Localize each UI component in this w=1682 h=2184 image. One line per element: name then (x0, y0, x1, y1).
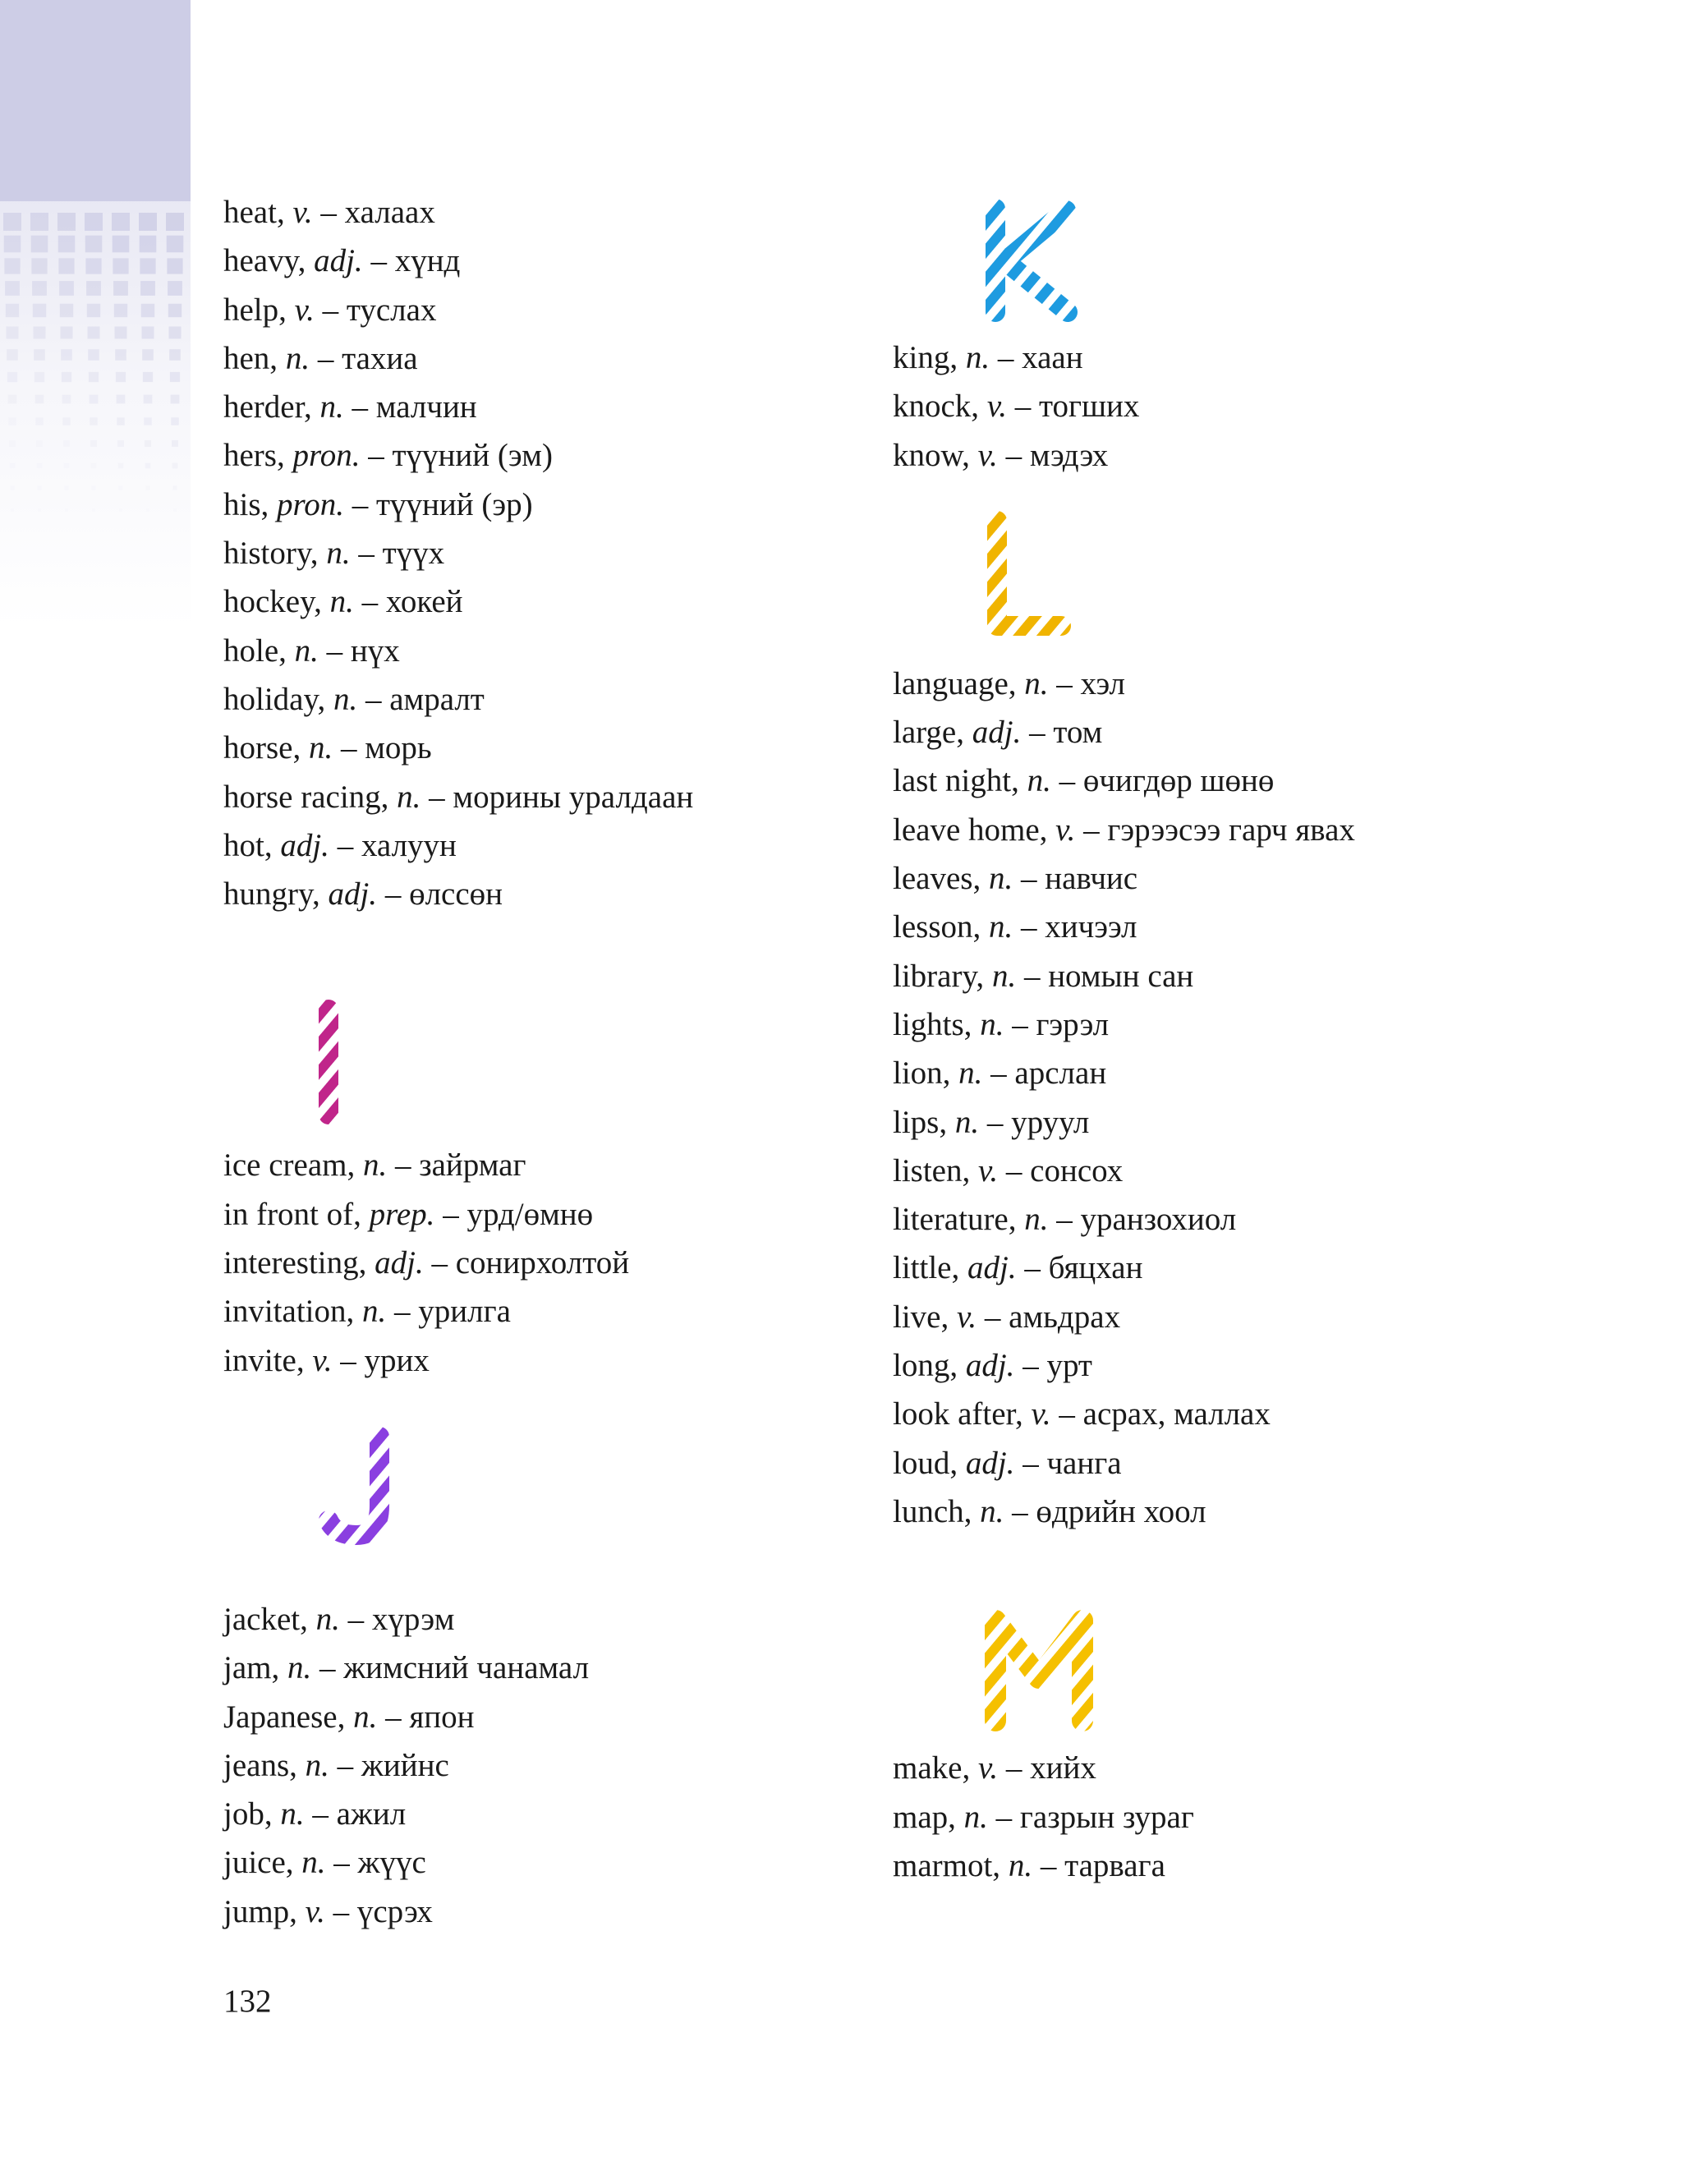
entry-word: little, (893, 1250, 960, 1286)
entry-translation: – жүүс (333, 1845, 426, 1881)
entry-part-of-speech: adj. (965, 1445, 1015, 1481)
glossary-entry (223, 1595, 880, 1644)
entry-word: literature, (893, 1202, 1017, 1238)
right-glossary-column (893, 188, 1632, 1890)
entry-word: hungry, (223, 876, 320, 913)
entry-part-of-speech: n. (1027, 763, 1051, 799)
glossary-entry (223, 1741, 880, 1790)
entry-word: history, (223, 536, 319, 572)
entry-word: large, (893, 715, 964, 751)
section-spacer (893, 480, 1632, 660)
glossary-entry (893, 756, 1632, 805)
glossary-entry (893, 1195, 1632, 1244)
entry-part-of-speech: n. (362, 1147, 388, 1184)
entry-translation: – морины уралдаан (429, 779, 694, 815)
entry-translation: – уруул (986, 1104, 1090, 1140)
glossary-entry (893, 382, 1632, 430)
glossary-entry (893, 1841, 1632, 1890)
entry-part-of-speech: pron. (277, 486, 344, 522)
entry-word: king, (893, 340, 958, 375)
glossary-entry (223, 480, 880, 529)
entry-word: jeans, (223, 1747, 297, 1783)
glossary-entry (893, 660, 1632, 708)
glossary-entry (223, 1287, 880, 1336)
entry-word: his, (223, 486, 269, 522)
entry-part-of-speech: n. (301, 1845, 326, 1881)
entry-translation: – жийнс (337, 1747, 449, 1783)
glossary-entry (893, 1244, 1632, 1292)
entry-part-of-speech: adj. (314, 243, 363, 279)
entry-word: lion, (893, 1055, 951, 1092)
entry-part-of-speech: v. (977, 1750, 999, 1786)
entry-word: lights, (893, 1006, 972, 1042)
entry-translation: – нүх (326, 632, 400, 669)
entry-part-of-speech: v. (1055, 812, 1076, 848)
entry-translation: – зайрмаг (394, 1147, 526, 1184)
glossary-entry (893, 1341, 1632, 1390)
entry-word: last night, (893, 763, 1019, 799)
entry-translation: – халуун (337, 827, 457, 863)
entry-part-of-speech: v. (292, 195, 313, 230)
entry-translation: – халаах (320, 195, 435, 230)
page-number: 132 (223, 1984, 272, 2019)
glossary-entry (893, 333, 1632, 382)
glossary-entry (223, 529, 880, 577)
entry-word: hockey, (223, 584, 322, 620)
entry-part-of-speech: v. (294, 292, 315, 328)
entry-word: look after, (893, 1396, 1023, 1432)
glossary-entry (223, 870, 880, 918)
section-spacer (893, 188, 1632, 333)
glossary-entry (223, 431, 880, 480)
entry-translation: – хүрэм (347, 1601, 455, 1637)
entry-translation: – үсрэх (333, 1893, 433, 1929)
entry-word: jacket, (223, 1601, 308, 1637)
entry-translation: – морь (340, 730, 432, 766)
glossary-entry (893, 806, 1632, 854)
entry-word: live, (893, 1299, 949, 1335)
glossary-entry (893, 708, 1632, 756)
entry-translation: – өлссөн (384, 876, 503, 913)
entry-part-of-speech: n. (294, 632, 319, 669)
entry-word: horse racing, (223, 779, 389, 815)
entry-part-of-speech: adj. (965, 1348, 1015, 1384)
entry-word: heavy, (223, 243, 306, 279)
entry-translation: – түүний (эм) (368, 438, 553, 474)
entry-translation: – амралт (365, 681, 485, 717)
entry-translation: – гэрэл (1012, 1006, 1110, 1042)
entry-translation: – туслах (322, 292, 437, 328)
entry-word: hot, (223, 827, 273, 863)
entry-part-of-speech: adj. (967, 1250, 1017, 1286)
glossary-entry (893, 854, 1632, 903)
entry-part-of-speech: n. (954, 1104, 980, 1140)
glossary-entry (223, 1141, 880, 1189)
glossary-entry (893, 1487, 1632, 1536)
glossary-entry (223, 1336, 880, 1385)
entry-word: language, (893, 665, 1017, 701)
glossary-entry (893, 1049, 1632, 1097)
entry-translation: – уранзохиол (1056, 1202, 1237, 1238)
entry-translation: – хокей (361, 584, 463, 620)
entry-translation: – чанга (1023, 1445, 1122, 1481)
entry-translation: – өдрийн хоол (1012, 1493, 1206, 1529)
entry-word: marmot, (893, 1847, 1001, 1883)
entry-part-of-speech: n. (329, 584, 354, 620)
glossary-entry (893, 431, 1632, 480)
entry-translation: – асрах, маллах (1059, 1396, 1271, 1432)
glossary-entry (223, 286, 880, 334)
glossary-entry (223, 237, 880, 285)
entry-part-of-speech: n. (308, 730, 333, 766)
entry-translation: – урт (1023, 1348, 1092, 1384)
section-spacer (893, 1536, 1632, 1744)
entry-translation: – урд/өмнө (443, 1196, 594, 1232)
glossary-entry (893, 1744, 1632, 1792)
entry-part-of-speech: n. (319, 389, 344, 425)
entry-word: loud, (893, 1445, 958, 1481)
entry-translation: – амьдрах (984, 1299, 1121, 1335)
entry-translation: – навчис (1020, 861, 1138, 897)
entry-word: know, (893, 437, 970, 473)
entry-translation: – түүх (358, 536, 445, 572)
entry-part-of-speech: n. (989, 909, 1013, 945)
entry-translation: – ажил (312, 1796, 407, 1832)
entry-word: hen, (223, 340, 278, 376)
glossary-entry (223, 1838, 880, 1887)
glossary-entry (223, 1790, 880, 1838)
entry-part-of-speech: pron. (292, 438, 361, 474)
entry-translation: – бяцхан (1024, 1250, 1143, 1286)
entry-word: jam, (223, 1650, 280, 1686)
entry-part-of-speech: v. (312, 1342, 333, 1378)
entry-part-of-speech: adj. (280, 827, 329, 863)
glossary-entry (223, 1693, 880, 1741)
entry-word: heat, (223, 195, 285, 230)
entry-translation: – сонирхолтой (431, 1245, 630, 1281)
glossary-entry (893, 1293, 1632, 1341)
glossary-entry (223, 577, 880, 626)
glossary-entry (223, 675, 880, 724)
entry-part-of-speech: prep. (369, 1196, 435, 1232)
glossary-entry (223, 188, 880, 237)
entry-part-of-speech: n. (1024, 1202, 1049, 1238)
entry-translation: – тогших (1014, 389, 1140, 425)
entry-translation: – урих (340, 1342, 430, 1378)
entry-word: horse, (223, 730, 301, 766)
entry-part-of-speech: n. (305, 1747, 329, 1783)
entry-word: in front of, (223, 1196, 361, 1232)
entry-word: leaves, (893, 861, 981, 897)
glossary-entry (223, 383, 880, 431)
entry-part-of-speech: n. (315, 1601, 340, 1637)
glossary-entry (893, 1793, 1632, 1841)
entry-part-of-speech: n. (1008, 1847, 1033, 1883)
entry-part-of-speech: n. (1024, 665, 1049, 701)
glossary-entry (893, 1439, 1632, 1487)
entry-part-of-speech: n. (991, 958, 1017, 994)
glossary-entry (223, 1644, 880, 1692)
entry-word: long, (893, 1348, 958, 1384)
entry-word: ice cream, (223, 1147, 356, 1184)
entry-part-of-speech: adj. (328, 876, 378, 913)
entry-translation: – жимсний чанамал (319, 1650, 590, 1686)
entry-part-of-speech: v. (956, 1299, 977, 1335)
glossary-entry (223, 1239, 880, 1287)
entry-part-of-speech: n. (980, 1006, 1004, 1042)
entry-word: job, (223, 1796, 273, 1832)
entry-word: library, (893, 958, 985, 994)
entry-word: listen, (893, 1152, 971, 1189)
entry-part-of-speech: n. (326, 536, 351, 572)
entry-word: lunch, (893, 1493, 972, 1529)
entry-part-of-speech: n. (980, 1493, 1004, 1529)
entry-word: lesson, (893, 909, 981, 945)
glossary-entry (893, 1147, 1632, 1195)
entry-word: hole, (223, 632, 287, 669)
entry-translation: – түүний (эр) (352, 486, 533, 522)
entry-word: make, (893, 1750, 971, 1786)
entry-translation: – малчин (352, 389, 477, 425)
entry-word: invite, (223, 1342, 305, 1378)
glossary-entry (223, 724, 880, 772)
glossary-entry (223, 1887, 880, 1936)
entry-translation: – мэдэх (1005, 437, 1109, 473)
glossary-entry (893, 1000, 1632, 1049)
entry-translation: – япон (385, 1699, 475, 1735)
left-glossary-column (223, 188, 880, 1936)
entry-translation: – хүнд (370, 243, 461, 279)
entry-word: invitation, (223, 1294, 355, 1330)
entry-part-of-speech: n. (963, 1799, 988, 1835)
entry-word: knock, (893, 389, 980, 425)
entry-word: Japanese, (223, 1699, 346, 1735)
entry-part-of-speech: v. (305, 1893, 325, 1929)
entry-word: map, (893, 1799, 956, 1835)
entry-word: help, (223, 292, 287, 328)
glossary-entry (223, 821, 880, 870)
entry-word: lips, (893, 1104, 948, 1140)
entry-translation: – хийх (1005, 1750, 1096, 1786)
entry-part-of-speech: adj. (375, 1245, 424, 1281)
entry-part-of-speech: n. (285, 340, 310, 376)
section-spacer (223, 1385, 880, 1595)
entry-word: hers, (223, 438, 285, 474)
entry-translation: – хэл (1056, 665, 1125, 701)
entry-part-of-speech: v. (978, 1152, 999, 1189)
glossary-entry (893, 1390, 1632, 1438)
entry-word: herder, (223, 389, 312, 425)
entry-translation: – том (1029, 715, 1103, 751)
tile-pattern (0, 209, 191, 522)
entry-translation: – газрын зураг (995, 1799, 1194, 1835)
section-spacer (223, 918, 880, 1141)
entry-translation: – сонсох (1005, 1152, 1124, 1189)
entry-word: interesting, (223, 1245, 367, 1281)
entry-word: jump, (223, 1893, 297, 1929)
entry-part-of-speech: n. (362, 1294, 387, 1330)
entry-translation: – номын сан (1023, 958, 1194, 994)
entry-word: holiday, (223, 681, 326, 717)
entry-part-of-speech: n. (287, 1650, 312, 1686)
entry-translation: – урилга (394, 1294, 511, 1330)
entry-part-of-speech: adj. (972, 715, 1022, 751)
entry-part-of-speech: n. (333, 681, 358, 717)
entry-part-of-speech: n. (988, 861, 1013, 897)
entry-word: leave home, (893, 812, 1048, 848)
entry-part-of-speech: n. (397, 779, 421, 815)
glossary-entry (223, 334, 880, 383)
entry-part-of-speech: v. (977, 437, 998, 473)
entry-translation: – тахиа (317, 340, 418, 376)
entry-part-of-speech: n. (958, 1055, 983, 1092)
glossary-entry (223, 627, 880, 675)
entry-word: juice, (223, 1845, 294, 1881)
entry-translation: – тарвага (1040, 1847, 1165, 1883)
entry-translation: – гэрээсээ гарч явах (1083, 812, 1355, 848)
glossary-entry (893, 1098, 1632, 1147)
entry-part-of-speech: n. (280, 1796, 305, 1832)
entry-translation: – хичээл (1021, 909, 1137, 945)
entry-translation: – өчигдөр шөнө (1059, 763, 1275, 799)
entry-part-of-speech: v. (986, 389, 1007, 425)
entry-part-of-speech: n. (353, 1699, 378, 1735)
entry-part-of-speech: n. (965, 340, 990, 375)
glossary-entry (223, 1190, 880, 1239)
entry-translation: – хаан (997, 340, 1083, 375)
entry-part-of-speech: v. (1031, 1396, 1051, 1432)
glossary-entry (223, 773, 880, 821)
glossary-entry (893, 952, 1632, 1000)
entry-translation: – арслан (990, 1055, 1107, 1092)
glossary-entry (893, 903, 1632, 951)
corner-decoration (0, 0, 191, 201)
